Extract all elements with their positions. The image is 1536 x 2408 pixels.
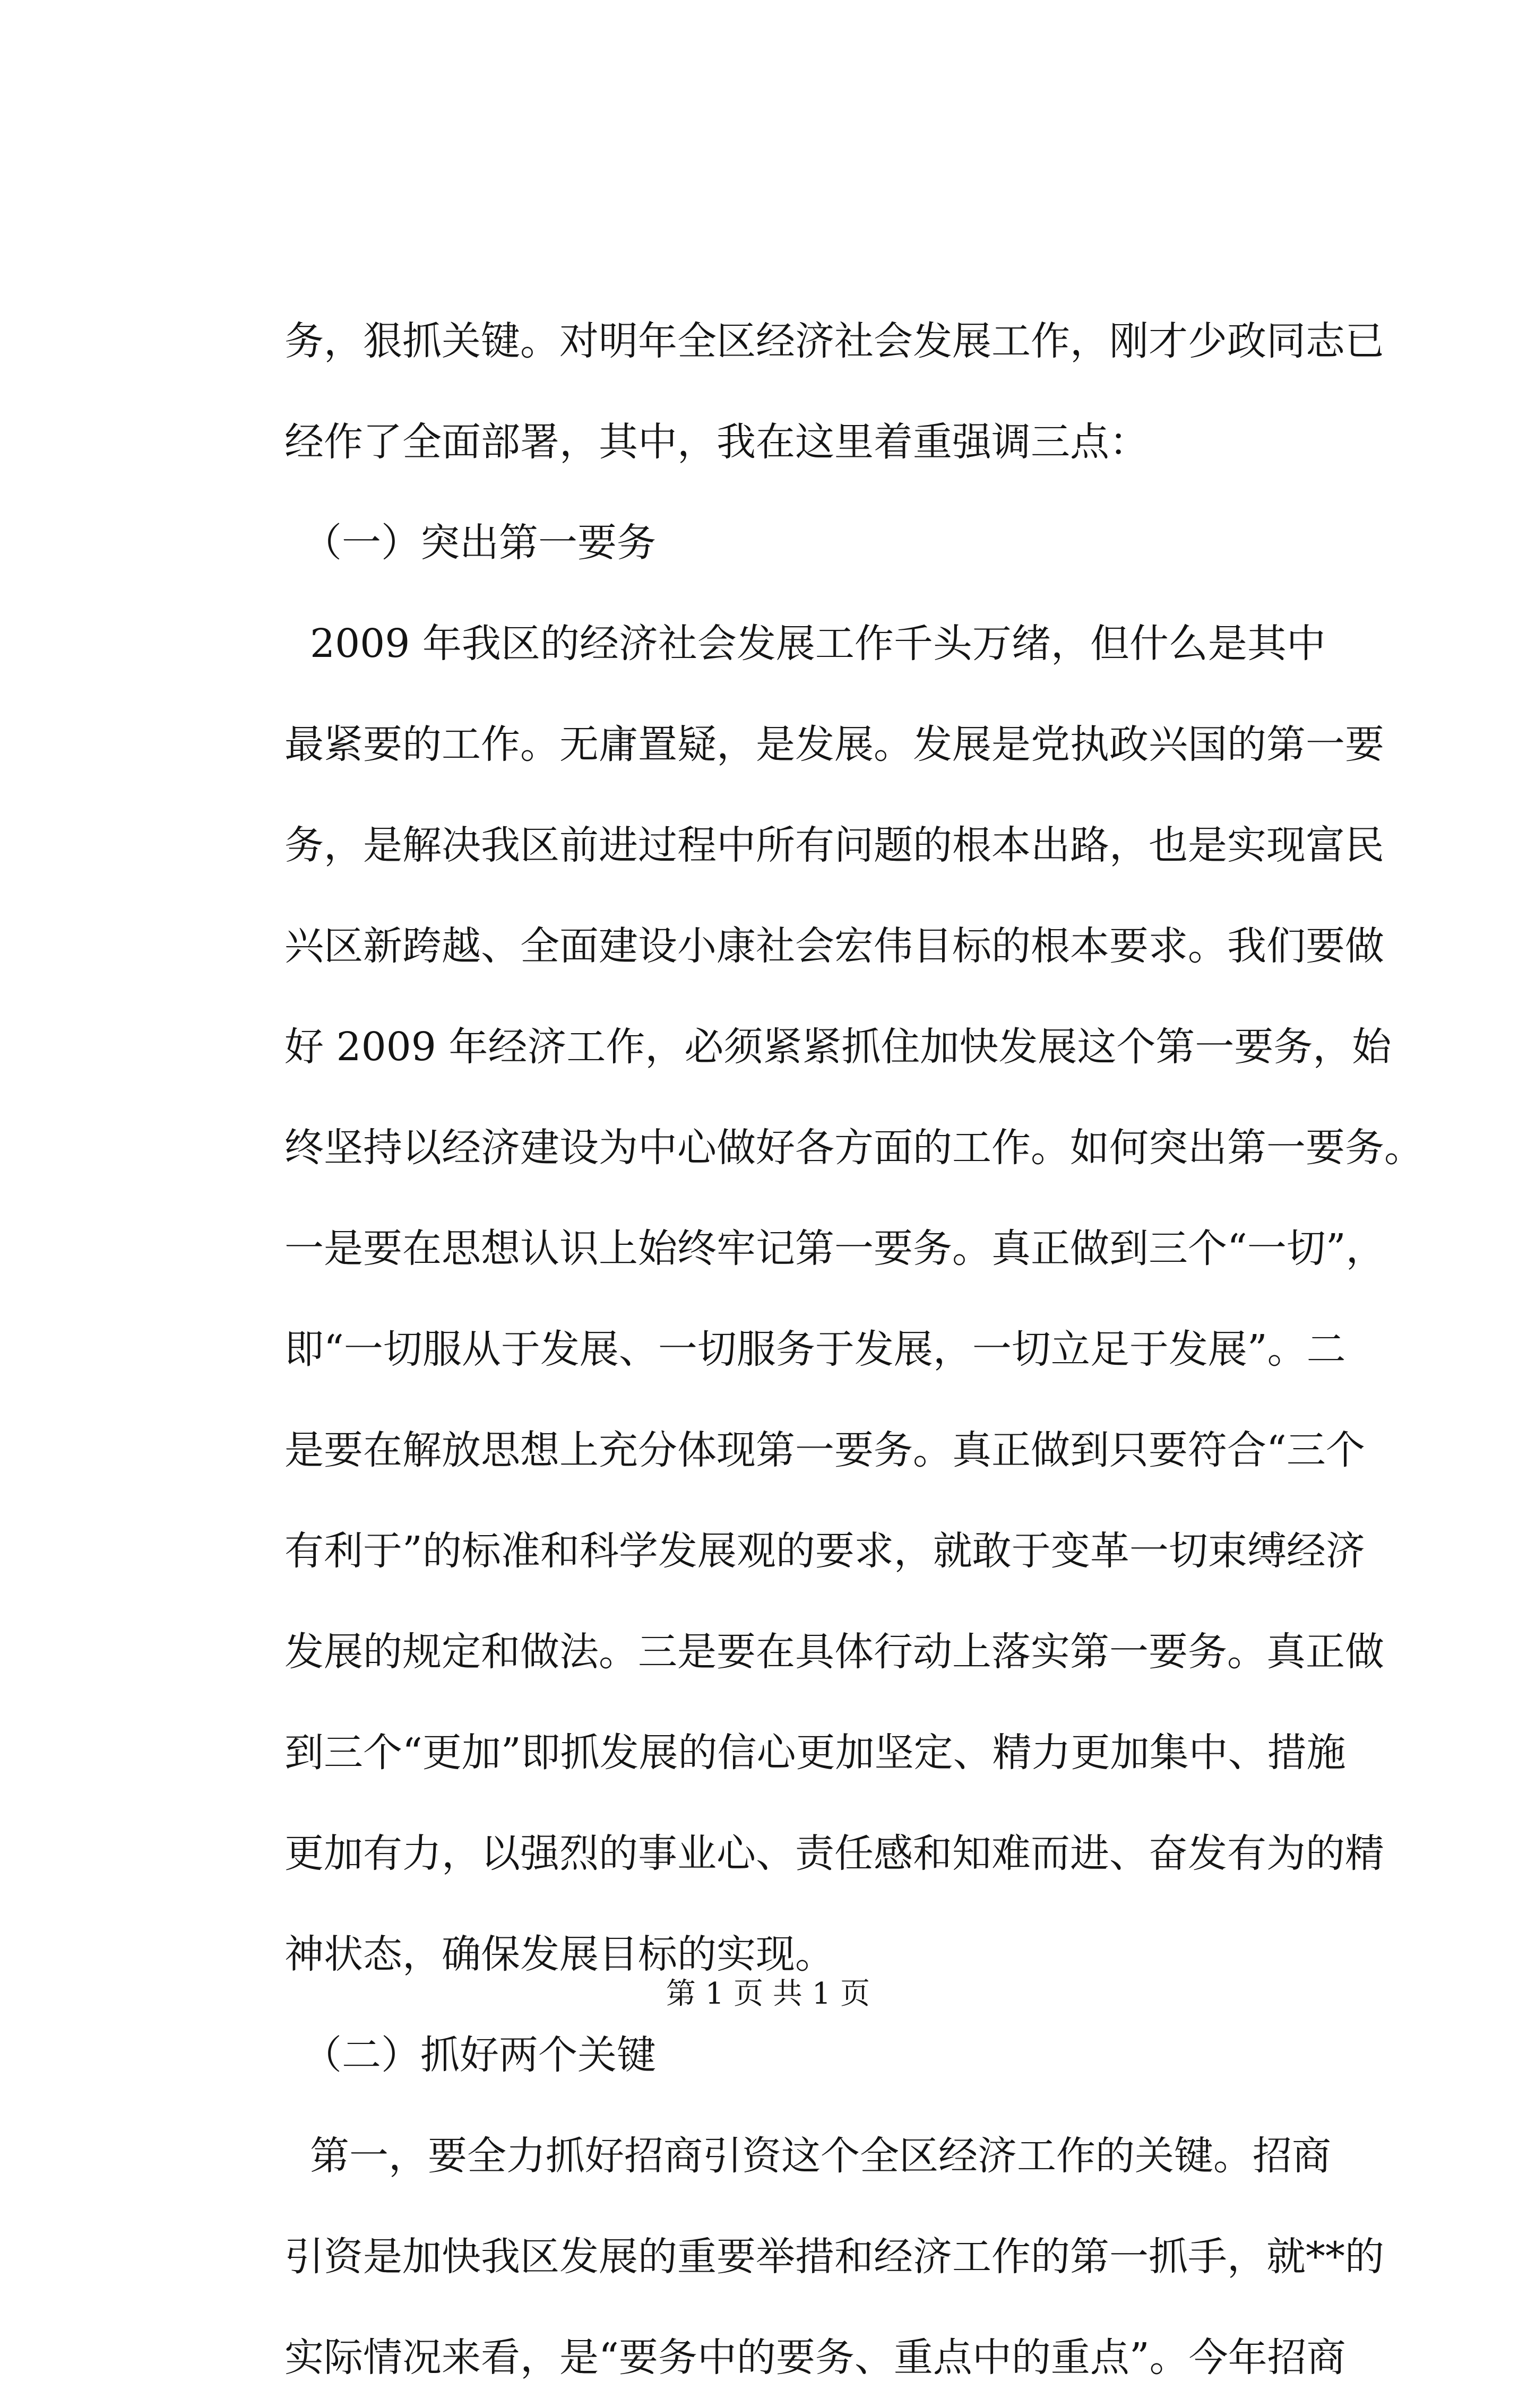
text-line: 即“一切服从于发展、一切服务于发展，一切立足于发展”。二 <box>284 1327 1346 1372</box>
text-line: 一是要在思想认识上始终牢记第一要务。真正做到三个“一切”， <box>284 1226 1385 1271</box>
text-line: 到三个“更加”即抓发展的信心更加坚定、精力更加集中、措施 <box>284 1730 1346 1775</box>
section-heading: （二）抓好两个关键 <box>303 2032 656 2078</box>
text-line: 更加有力，以强烈的事业心、责任感和知难而进、奋发有为的精 <box>284 1831 1384 1876</box>
text-line: 第一，要全力抓好招商引资这个全区经济工作的关键。招商 <box>310 2133 1331 2179</box>
text-line: 引资是加快我区发展的重要举措和经济工作的第一抓手，就**的 <box>284 2234 1384 2280</box>
text-line: 2009 年我区的经济社会发展工作千头万绪，但什么是其中 <box>310 621 1326 666</box>
text-line: 兴区新跨越、全面建设小康社会宏伟目标的根本要求。我们要做 <box>284 923 1384 969</box>
text-line: 实际情况来看，是“要务中的要务、重点中的重点”。今年招商 <box>284 2335 1346 2380</box>
text-line: 是要在解放思想上充分体现第一要务。真正做到只要符合“三个 <box>284 1427 1365 1473</box>
text-line: 务，狠抓关键。对明年全区经济社会发展工作，刚才少政同志已 <box>284 318 1384 364</box>
document-body <box>284 291 1423 2408</box>
text-line: 最紧要的工作。无庸置疑，是发展。发展是党执政兴国的第一要 <box>284 722 1384 767</box>
text-line: 好 2009 年经济工作，必须紧紧抓住加快发展这个第一要务，始 <box>284 1024 1392 1070</box>
text-line: 经作了全面部署，其中，我在这里着重强调三点： <box>284 419 1149 465</box>
text-line: 发展的规定和做法。三是要在具体行动上落实第一要务。真正做 <box>284 1629 1384 1675</box>
text-line: 终坚持以经济建设为中心做好各方面的工作。如何突出第一要务。 <box>284 1125 1423 1171</box>
text-line: 务，是解决我区前进过程中所有问题的根本出路，也是实现富民 <box>284 822 1384 868</box>
page-footer: 第 1 页 共 1 页 <box>666 1977 870 2011</box>
section-heading: （一）突出第一要务 <box>303 520 656 566</box>
text-line: 有利于”的标准和科学发展观的要求，就敢于变革一切束缚经济 <box>284 1528 1365 1574</box>
text-line: 神状态，确保发展目标的实现。 <box>284 1931 834 1977</box>
